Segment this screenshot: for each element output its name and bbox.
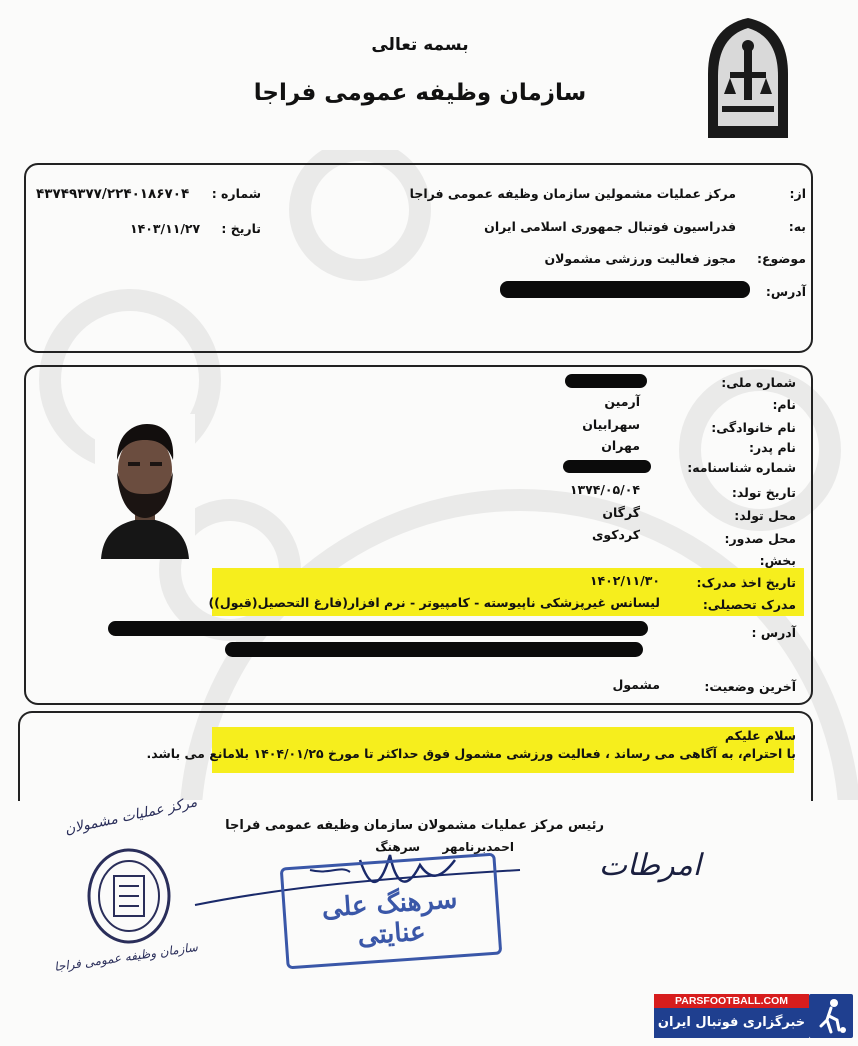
bismillah: بسمه تعالی [371,35,469,55]
last-name-label: نام خانوادگی: [711,420,796,435]
degree-value: لیسانس غیرپزشکی ناپیوسته - کامپیوتر - نرم افزار(فارغ التحصیل(قبول)) [208,595,660,610]
date-value: ۱۴۰۳/۱۱/۲۷ [130,221,201,236]
handwritten-note: امرطات [598,848,702,883]
id-number-label: شماره شناسنامه: [687,460,796,475]
signer-rank: سرهنگ [375,840,420,854]
to-value: فدراسیون فوتبال جمهوری اسلامی ایران [484,219,736,234]
degree-label: مدرک تحصیلی: [702,597,796,612]
issue-place-value: کردکوی [591,527,640,542]
seal-top-text: مرکز عملیات مشمولان [63,794,199,838]
from-label: از: [789,186,806,201]
redacted-national-id [565,374,647,388]
official-seal [53,794,206,990]
to-label: به: [788,219,806,234]
degree-date-label: تاریخ اخذ مدرک: [696,575,796,590]
subject-value: مجوز فعالیت ورزشی مشمولان [544,251,736,266]
signer-name: احمدبرنامهر [442,840,514,854]
from-value: مرکز عملیات مشمولین سازمان وظیفه عمومی فراجا [409,186,736,201]
number-label: شماره : [211,186,261,201]
message-body: با احترام، به آگاهی می رساند ، فعالیت ورزشی مشمول فوق حداکثر تا مورخ ۱۴۰۴/۰۱/۲۵ بلامانع می باشد. [146,746,796,761]
officer-stamp [280,853,503,970]
status-label: آخرین وضعیت: [704,679,796,694]
organization-emblem-icon [700,14,796,144]
brand-name: خبرگزاری فوتبال ایران [654,1008,809,1038]
status-value: مشمول [612,677,660,692]
person-photo [95,414,195,559]
father-name-label: نام پدر: [748,440,796,455]
last-name-value: سهرابیان [582,417,640,432]
redacted-id-number [563,460,651,473]
issue-place-label: محل صدور: [724,531,796,546]
brand-site: PARSFOOTBALL.COM [654,994,809,1008]
seal-bottom-text: سازمان وظیفه عمومی فراجا [53,939,199,975]
first-name-label: نام: [772,397,796,412]
subject-label: موضوع: [756,251,806,266]
officer-stamp-text: سرهنگ علی عنایتی [320,884,459,952]
birth-place-value: گرگان [602,505,640,520]
birth-place-label: محل تولد: [734,508,796,523]
football-player-icon [809,994,853,1038]
seal-emblem-icon [84,846,174,946]
national-id-label: شماره ملی: [721,375,796,390]
degree-date-value: ۱۴۰۲/۱۱/۳۰ [589,573,660,588]
first-name-value: آرمین [604,394,640,409]
date-label: تاریخ : [221,221,261,236]
page-title: سازمان وظیفه عمومی فراجا [253,80,587,106]
greeting-text: سلام علیکم [724,728,796,743]
redacted-person-address-line1 [108,621,648,636]
person-address-label: آدرس : [751,625,796,640]
address-label: آدرس: [765,284,806,299]
birth-date-label: تاریخ تولد: [731,485,796,500]
signer-title: رئیس مرکز عملیات مشمولان سازمان وظیفه عمومی فراجا [225,818,604,833]
number-value: ۴۳۷۴۹۳۷۷/۲۲۴۰۱۸۶۷۰۴ [36,186,190,202]
redacted-person-address-line2 [225,642,643,657]
birth-date-value: ۱۳۷۴/۰۵/۰۴ [569,482,640,497]
district-label: بخش: [759,553,796,568]
redacted-address [500,281,750,298]
father-name-value: مهران [601,438,640,453]
brand-logo [809,994,853,1038]
